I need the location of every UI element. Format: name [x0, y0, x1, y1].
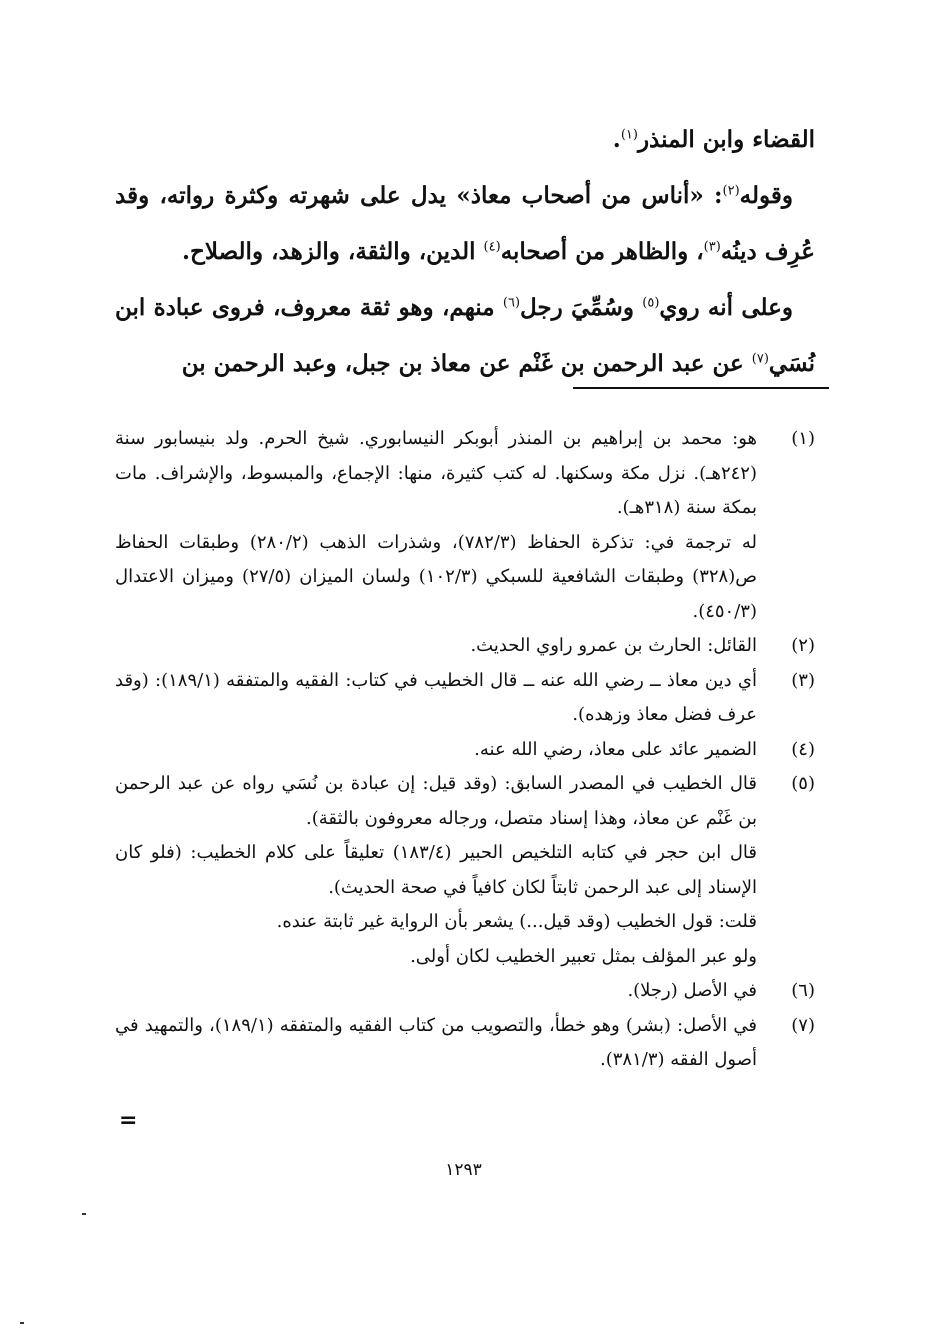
- text-segment: عن عبد الرحمن بن غَنْم عن معاذ بن جبل، وعبد الرحمن بن: [181, 350, 752, 377]
- footnote: [115, 629, 815, 664]
- footnote-number: (٧): [791, 1014, 815, 1036]
- footnote-number: (٤): [791, 738, 815, 760]
- footnote: [115, 974, 815, 1009]
- footnote-paragraph: له ترجمة في: تذكرة الحفاظ (٧٨٢/٣)، وشذرات الذهب (٢٨٠/٢) وطبقات الحفاظ ص(٣٢٨) وطبقات الشافعية للسبكي (١٠٢/٣) ولسان الميزان (٢٧/٥) وميزان الاعتدال (٤٥٠/٣).: [115, 531, 758, 622]
- footnote: [115, 733, 815, 768]
- footnote: [115, 1009, 815, 1078]
- text-segment: القضاء وابن المنذر: [637, 126, 815, 153]
- footnote-paragraph: قلت: قول الخطيب (وقد قيل...) يشعر بأن الرواية غير ثابتة عنده.: [276, 911, 757, 932]
- footnote-body: [115, 767, 757, 974]
- text-segment: وعلى أنه روي: [659, 294, 793, 321]
- footnote-reference: (٢): [722, 183, 740, 199]
- footnote-paragraph: أي دين معاذ ــ رضي الله عنه ــ قال الخطيب في كتاب: الفقيه والمتفقه (١٨٩/١): (وقد عرف فضل معاذ وزهده).: [115, 669, 758, 725]
- text-segment: وسُمِّيَ رجل: [520, 294, 643, 321]
- scan-speck: [20, 1322, 24, 1324]
- footnote-reference: (١): [620, 127, 638, 143]
- continuation-mark: =: [119, 1108, 138, 1133]
- footnote-paragraph: القائل: الحارث بن عمرو راوي الحديث.: [470, 635, 757, 656]
- text-segment: ، والظاهر من أصحابه: [500, 238, 704, 265]
- text-segment: : «أناس من أصحاب معاذ» يدل على شهرته وكثرة رواته، وقد عُرِف دينُه: [115, 182, 815, 265]
- footnote-paragraph: في الأصل (رجلا).: [627, 980, 757, 1001]
- footnote-paragraph: الضمير عائد على معاذ، رضي الله عنه.: [474, 738, 757, 760]
- footnote-paragraph: ولو عبر المؤلف بمثل تعبير الخطيب لكان أولى.: [410, 945, 757, 967]
- main-paragraph: [115, 168, 815, 280]
- main-paragraph: [115, 280, 815, 392]
- text-segment: .: [612, 126, 621, 153]
- footnote-reference: (٧): [751, 351, 769, 367]
- footnote-body: [115, 733, 757, 768]
- footnote-number: (٢): [791, 635, 815, 656]
- footnote-paragraph: قال ابن حجر في كتابه التلخيص الحبير (١٨٣/٤) تعليقاً على كلام الخطيب: (فلو كان الإسناد إلى عبد الرحمن ثابتاً لكان كافياً في صحة الحديث).: [115, 842, 757, 898]
- text-segment: الدين، والثقة، والزهد، والصلاح.: [182, 238, 484, 265]
- footnote-body: [115, 422, 757, 629]
- footnote-reference: (٦): [502, 295, 521, 311]
- footnote: [115, 422, 815, 629]
- main-paragraph: [115, 112, 815, 168]
- footnote-body: [115, 974, 757, 1009]
- footnote-body: [115, 1009, 757, 1078]
- footnote-reference: (٣): [703, 239, 721, 255]
- footnote-body: [115, 629, 757, 664]
- footnote-number: (١): [791, 428, 815, 449]
- scan-speck: [82, 1213, 86, 1215]
- footnote-number: (٥): [791, 773, 815, 794]
- main-text-block: [115, 112, 815, 392]
- footnote: [115, 767, 815, 974]
- footnote-paragraph: هو: محمد بن إبراهيم بن المنذر أبوبكر النيسابوري. شيخ الحرم. ولد بنيسابور سنة (٢٤٢هـ). نزل مكة وسكنها. له كتب كثيرة، منها: الإجماع، والمبسوط، والإشراف. مات بمكة سنة (٣١٨هـ).: [115, 428, 757, 518]
- footnote-number: (٦): [791, 980, 815, 1001]
- footnote-body: [115, 664, 757, 733]
- footnote-paragraph: قال الخطيب في المصدر السابق: (وقد قيل: إن عبادة بن نُسَي رواه عن عبد الرحمن بن غَنْم عن معاذ، وهذا إسناد متصل، ورجاله معروفون بالثقة).: [115, 773, 757, 829]
- footnote-number: (٣): [791, 669, 815, 691]
- page-number: ١٢٩٣: [445, 1160, 482, 1180]
- footnotes-block: [115, 422, 815, 1078]
- footnote: [115, 664, 815, 733]
- footnote-reference: (٥): [642, 295, 660, 311]
- footnote-reference: (٤): [483, 239, 501, 255]
- footnote-separator-rule: [573, 387, 829, 389]
- text-segment: منهم، وهو ثقة معروف، فروى عبادة ابن نُسَي: [115, 294, 815, 377]
- text-segment: وقوله: [739, 182, 793, 209]
- footnote-paragraph: في الأصل: (بشر) وهو خطأ، والتصويب من كتاب الفقيه والمتفقه (١٨٩/١)، والتمهيد في أصول الفقه (٣٨١/٣).: [115, 1014, 757, 1070]
